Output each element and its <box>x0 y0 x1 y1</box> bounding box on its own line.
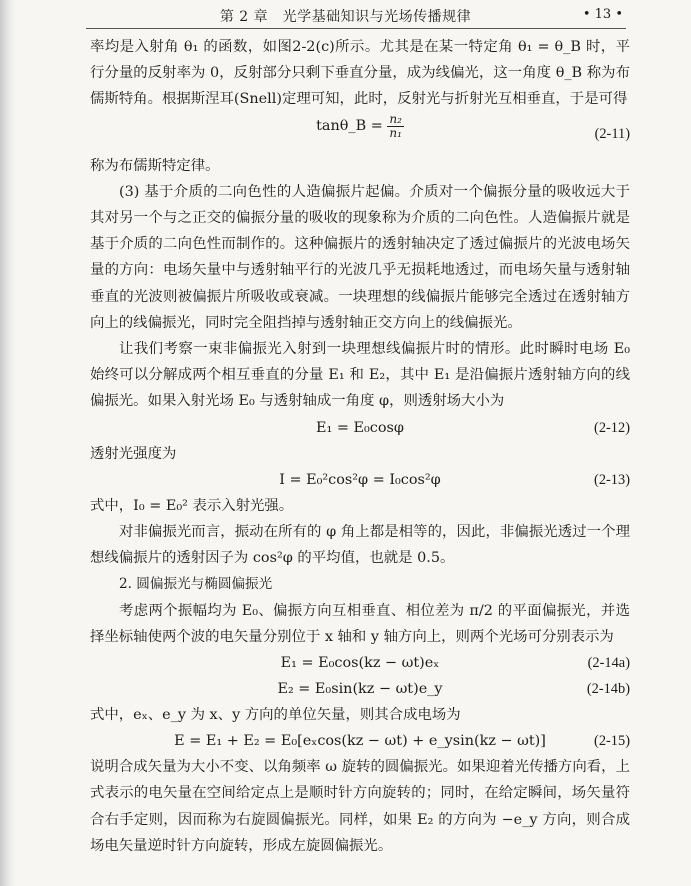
equation-2-12 <box>90 415 630 441</box>
paragraph-two-waves: 考虑两个振幅均为 E₀、偏振方向互相垂直、相位差为 π/2 的平面偏振光，并选择坐标轴使两个波的电矢量分别位于 x 轴和 y 轴方向上，则两个光场可分别表示为 <box>90 602 630 645</box>
equation-body: E₁ = E₀cos(kz − ωt)eₓ <box>280 655 440 672</box>
page-body <box>90 34 630 859</box>
equation-body: I = E₀²cos²φ = I₀cos²φ <box>279 471 441 488</box>
equation-2-15 <box>90 728 630 754</box>
equation-body: E₁ = E₀cosφ <box>316 419 404 436</box>
paragraph-incident-intensity: 式中，I₀ = E₀² 表示入射光强。 <box>90 497 294 514</box>
equation-2-14a <box>90 650 630 676</box>
equation-lhs: tanθ_B = <box>316 118 383 135</box>
page-number: • 13 • <box>582 7 623 22</box>
equation-2-11 <box>90 113 630 153</box>
paragraph-intensity-intro: 透射光强度为 <box>90 445 177 462</box>
equation-2-14b <box>90 676 630 702</box>
paragraph-brewster-angle: 率均是入射角 θ₁ 的函数，如图2-2(c)所示。尤其是在某一特定角 θ₁ = θ_B 时，平行分量的反射率为 0，反射部分只剩下垂直分量，成为线偏光，这一角度 θ_B 称为布儒斯特角。根据斯涅耳(Snell)定理可知，此时，反射光与折射光互相垂直，于是可得 <box>90 39 630 108</box>
chapter-title: 第 2 章 光学基础知识与光场传播规律 <box>219 9 472 25</box>
paragraph-circular-polarization: 说明合成矢量为大小不变、以角频率 ω 旋转的圆偏振光。如果迎着光传播方向看，上式表示的电矢量在空间给定点上是顺时针方向旋转的；同时，在给定瞬间，场矢量符合右手定则，因而称为右旋圆偏振光。同样，如果 E₂ 的方向为 −e_y 方向，则合成场电矢量逆时针方向旋转，形成左旋圆偏振光。 <box>90 759 630 854</box>
equation-body: E = E₁ + E₂ = E₀[eₓcos(kz − ωt) + e_ysin(kz − ωt)] <box>174 733 546 750</box>
equation-number: (2-13) <box>594 471 630 488</box>
header-rule <box>86 28 626 29</box>
running-header <box>0 0 691 31</box>
paragraph-dichroic-polarizer: (3) 基于介质的二向色性的人造偏振片起偏。介质对一个偏振分量的吸收远大于其对另一个与之正交的偏振分量的吸收的现象称为介质的二向色性。人造偏振片就是基于介质的二向色性而制作的。这种偏振片的透射轴决定了透过偏振片的光波电场矢量的方向：电场矢量中与透射轴平行的光波几乎无损耗地透过，而电场矢量与透射轴垂直的光波则被偏振片所吸收或衰减。一块理想的线偏振片能够完全透过在透射轴方向上的线偏振光，同时完全阻挡掉与透射轴正交方向上的线偏振光。 <box>90 183 630 331</box>
equation-number: (2-14b) <box>586 681 630 698</box>
equation-body: E₂ = E₀sin(kz − ωt)e_y <box>277 681 443 698</box>
fraction-numerator: n₂ <box>389 111 402 126</box>
paragraph-unpolarized-light: 让我们考察一束非偏振光入射到一块理想线偏振片时的情形。此时瞬时电场 E₀ 始终可以分解成两个相互垂直的分量 E₁ 和 E₂，其中 E₁ 是沿偏振片透射轴方向的线偏振光。如果入射光场 E₀ 与透射轴成一角度 φ，则透射场大小为 <box>90 341 630 410</box>
page-gutter-shadow <box>0 0 16 886</box>
equation-number: (2-15) <box>594 733 630 750</box>
paragraph-transmission-factor: 对非偏振光而言，振动在所有的 φ 角上都是相等的，因此，非偏振光透过一个理想线偏振片的透射因子为 cos²φ 的平均值，也就是 0.5。 <box>90 524 630 567</box>
equation-number: (2-11) <box>594 125 630 142</box>
paragraph-brewster-law: 称为布儒斯特定律。 <box>90 157 220 174</box>
equation-number: (2-12) <box>594 419 630 436</box>
equation-number: (2-14a) <box>587 655 630 672</box>
refractive-index-fraction <box>387 113 404 140</box>
paragraph-unit-vectors: 式中，eₓ、e_y 为 x、y 方向的单位矢量，则其合成电场为 <box>90 707 461 724</box>
section-heading: 2. 圆偏振光与椭圆偏振光 <box>119 576 273 593</box>
equation-2-13 <box>90 467 630 493</box>
fraction-denominator: n₁ <box>389 125 402 140</box>
